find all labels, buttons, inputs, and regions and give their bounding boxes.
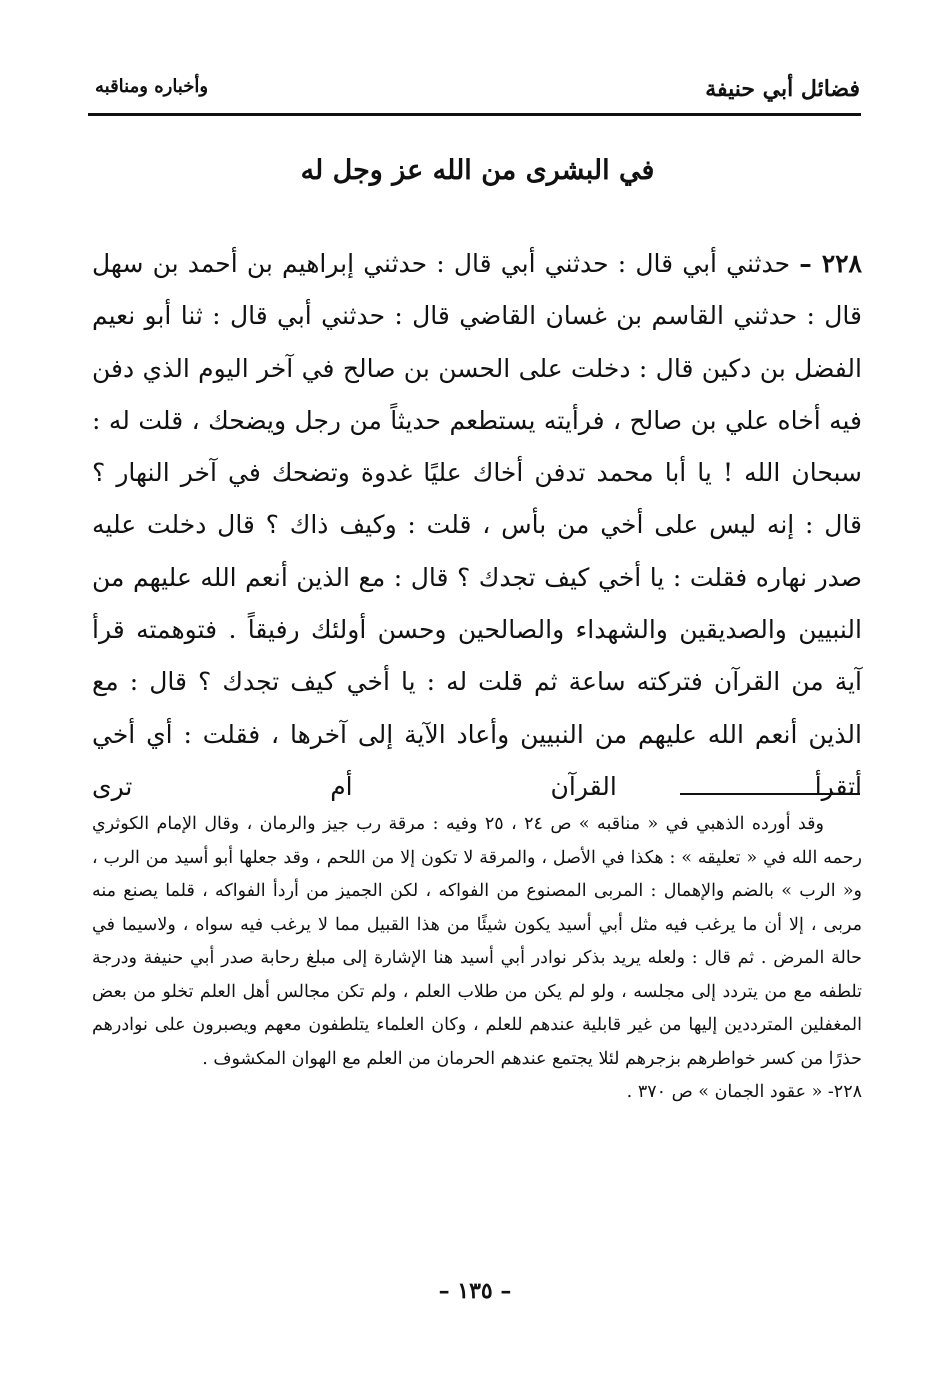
footnote-commentary: وقد أورده الذهبي في « مناقبه » ص ٢٤ ، ٢٥ وفيه : مرقة رب جيز والرمان ، وقال الإمام الكوثري رحمه الله في « تعليقه » : هكذا في الأصل ، والمرقة لا تكون إلا من اللحم ، وقد جعلها أبو أسيد من الرب ، و« الرب » بالضم والإهمال : المربى المصنوع من الفواكه ، لكن الجميز من أردأ الفواكه ، قلما يصنع منه مربى ، إلا أن ما يرغب فيه مثل أبي أسيد يكون شيئًا من هذا القبيل مما لا يرغب فيه سواه ، ولاسيما في حالة المرض . ثم قال : ولعله يريد بذكر نوادر أبي أسيد هنا الإشارة إلى مبلغ رحابة صدر أبي حنيفة ودرجة تلطفه مع من يتردد إلى مجلسه ، ولو لم يكن من طلاب العلم ، ولم تكن مجالس أهل العلم تخلو من بعض المغفلين المترددين إليها من غير قابلية عندهم للعلم ، وكان العلماء يتلطفون معهم ويصبرون على نوادرهم حذرًا من كسر خواطرهم بزجرهم لئلا يجتمع عندهم الحرمان من العلم مع الهوان المكشوف . <box>92 814 862 1069</box>
header-divider <box>88 113 861 116</box>
header-subtitle: وأخباره ومناقبه <box>95 76 209 97</box>
hadith-text: حدثني أبي قال : حدثني أبي قال : حدثني إبراهيم بن أحمد بن سهل قال : حدثني القاسم بن غسان القاضي قال : حدثني أبي قال : ثنا أبو نعيم الفضل بن دكين قال : دخلت على الحسن بن صالح في آخر اليوم الذي دفن فيه أخاه علي بن صالح ، فرأيته يستطعم حديثاً من رجل ويضحك ، قلت له : سبحان الله ! يا أبا محمد تدفن أخاك عليًا غدوة وتضحك في آخر النهار ؟ قال : إنه ليس على أخي من بأس ، قلت : وكيف ذاك ؟ قال دخلت عليه صدر نهاره فقلت : يا أخي كيف تجدك ؟ قال : مع الذين أنعم الله عليهم من النبيين والصديقين والشهداء والصالحين وحسن أولئك رفيقاً . فتوهمته قرأ آية من القرآن فتركته ساعة ثم قلت له : يا أخي كيف تجدك ؟ قال : مع الذين أنعم الله عليهم من النبيين وأعاد الآية إلى آخرها ، فقلت : أي أخي أتقرأ القرآن أم ترى <box>92 249 862 801</box>
section-title: في البشرى من الله عز وجل له <box>300 155 655 186</box>
footnote-source: ٢٢٨- « عقود الجمان » ص ٣٧٠ . <box>626 1082 862 1102</box>
page-number: – ١٣٥ – <box>438 1278 512 1304</box>
hadith-body <box>92 238 862 813</box>
hadith-paragraph <box>92 238 862 813</box>
header-book-title: فضائل أبي حنيفة <box>705 76 860 102</box>
hadith-number: ٢٢٨ – <box>799 249 862 278</box>
footnotes <box>92 808 862 1110</box>
footnote-divider <box>680 793 860 795</box>
running-header <box>95 70 860 110</box>
